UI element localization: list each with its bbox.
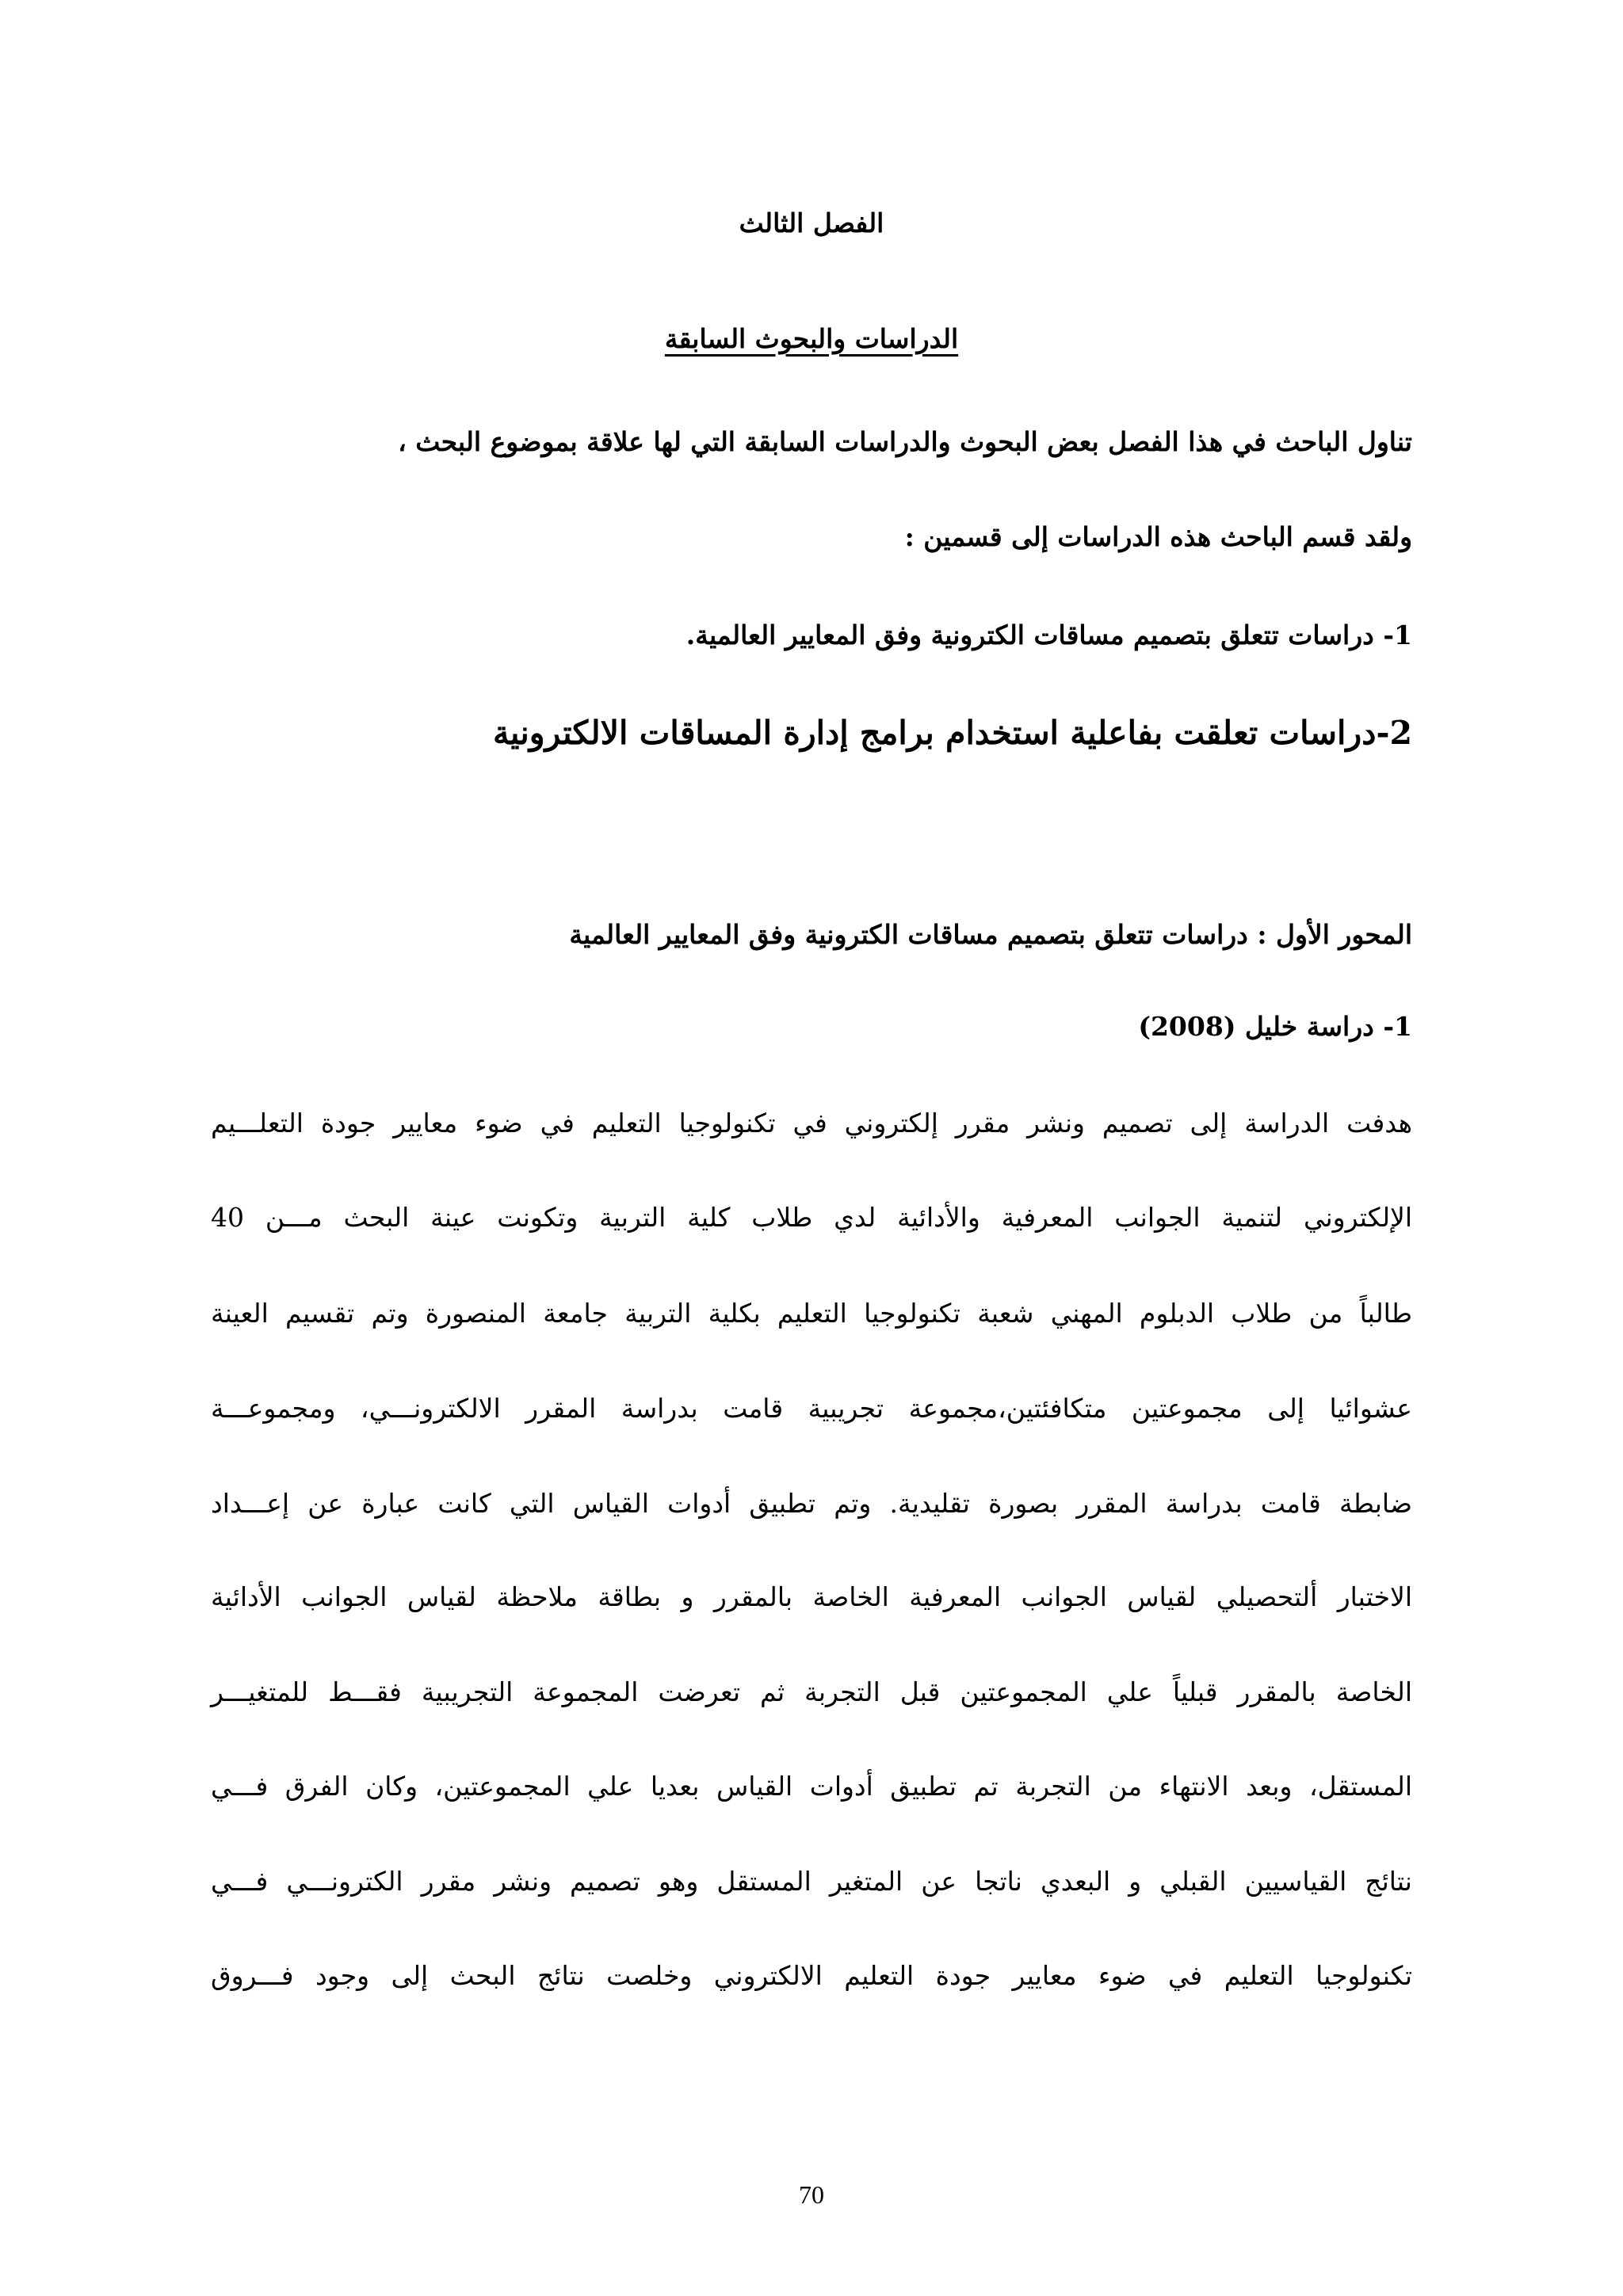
chapter-subtitle: الدراسات والبحوث السابقة (664, 323, 959, 354)
body-line: عشوائيا إلى مجموعتين متكافئتين،مجموعة تجريبية قامت بدراسة المقرر الالكترونـــي، ومجموعـــة (211, 1393, 1412, 1424)
intro-item-1: 1- دراسات تتعلق بتصميم مساقات الكترونية وفق المعايير العالمية. (685, 620, 1412, 650)
intro-item-2: 2-دراسات تعلقت بفاعلية استخدام برامج إدارة المساقات الالكترونية (492, 714, 1412, 752)
body-line: المستقل، وبعد الانتهاء من التجربة تم تطبيق أدوات القياس بعديا علي المجموعتين، وكان الفرق فـــي (211, 1771, 1412, 1802)
body-line: نتائج القياسيين القبلي و البعدي ناتجا عن المتغير المستقل وهو تصميم ونشر مقرر الكترونـــي فـــي (211, 1866, 1412, 1897)
body-line: هدفت الدراسة إلى تصميم ونشر مقرر إلكتروني في تكنولوجيا التعليم في ضوء معايير جودة التعلـــيم (211, 1108, 1412, 1138)
body-line: الإلكتروني لتنمية الجوانب المعرفية والأدائية لدي طلاب كلية التربية وتكونت عينة البحث مـــن 40 (211, 1202, 1412, 1233)
section-axis-title: المحور الأول : دراسات تتعلق بتصميم مساقات الكترونية وفق المعايير العالمية (569, 919, 1412, 950)
intro-line-2: ولقد قسم الباحث هذه الدراسات إلى قسمين : (904, 521, 1412, 552)
page-number: 70 (799, 2180, 824, 2209)
intro-line-1: تناول الباحث في هذا الفصل بعض البحوث والدراسات السابقة التي لها علاقة بموضوع البحث ، (398, 426, 1412, 457)
body-line: ضابطة قامت بدراسة المقرر بصورة تقليدية. وتم تطبيق أدوات القياس التي كانت عبارة عن إعـــداد (211, 1488, 1412, 1519)
body-line: طالباً من طلاب الدبلوم المهني شعبة تكنولوجيا التعليم بكلية التربية جامعة المنصورة وتم تقسيم العينة (211, 1298, 1412, 1329)
body-line: تكنولوجيا التعليم في ضوء معايير جودة التعليم الالكتروني وخلصت نتائج البحث إلى وجود فـــروق (211, 1960, 1412, 1991)
body-line: الاختبار ألتحصيلي لقياس الجوانب المعرفية الخاصة بالمقرر و بطاقة ملاحظة لقياس الجوانب الأدائية (211, 1581, 1412, 1612)
body-line: الخاصة بالمقرر قبلياً علي المجموعتين قبل التجربة ثم تعرضت المجموعة التجريبية فقـــط للمتغيـــر (211, 1676, 1412, 1707)
chapter-title: الفصل الثالث (739, 208, 884, 238)
study-title: 1- دراسة خليل (2008) (1138, 1011, 1412, 1042)
